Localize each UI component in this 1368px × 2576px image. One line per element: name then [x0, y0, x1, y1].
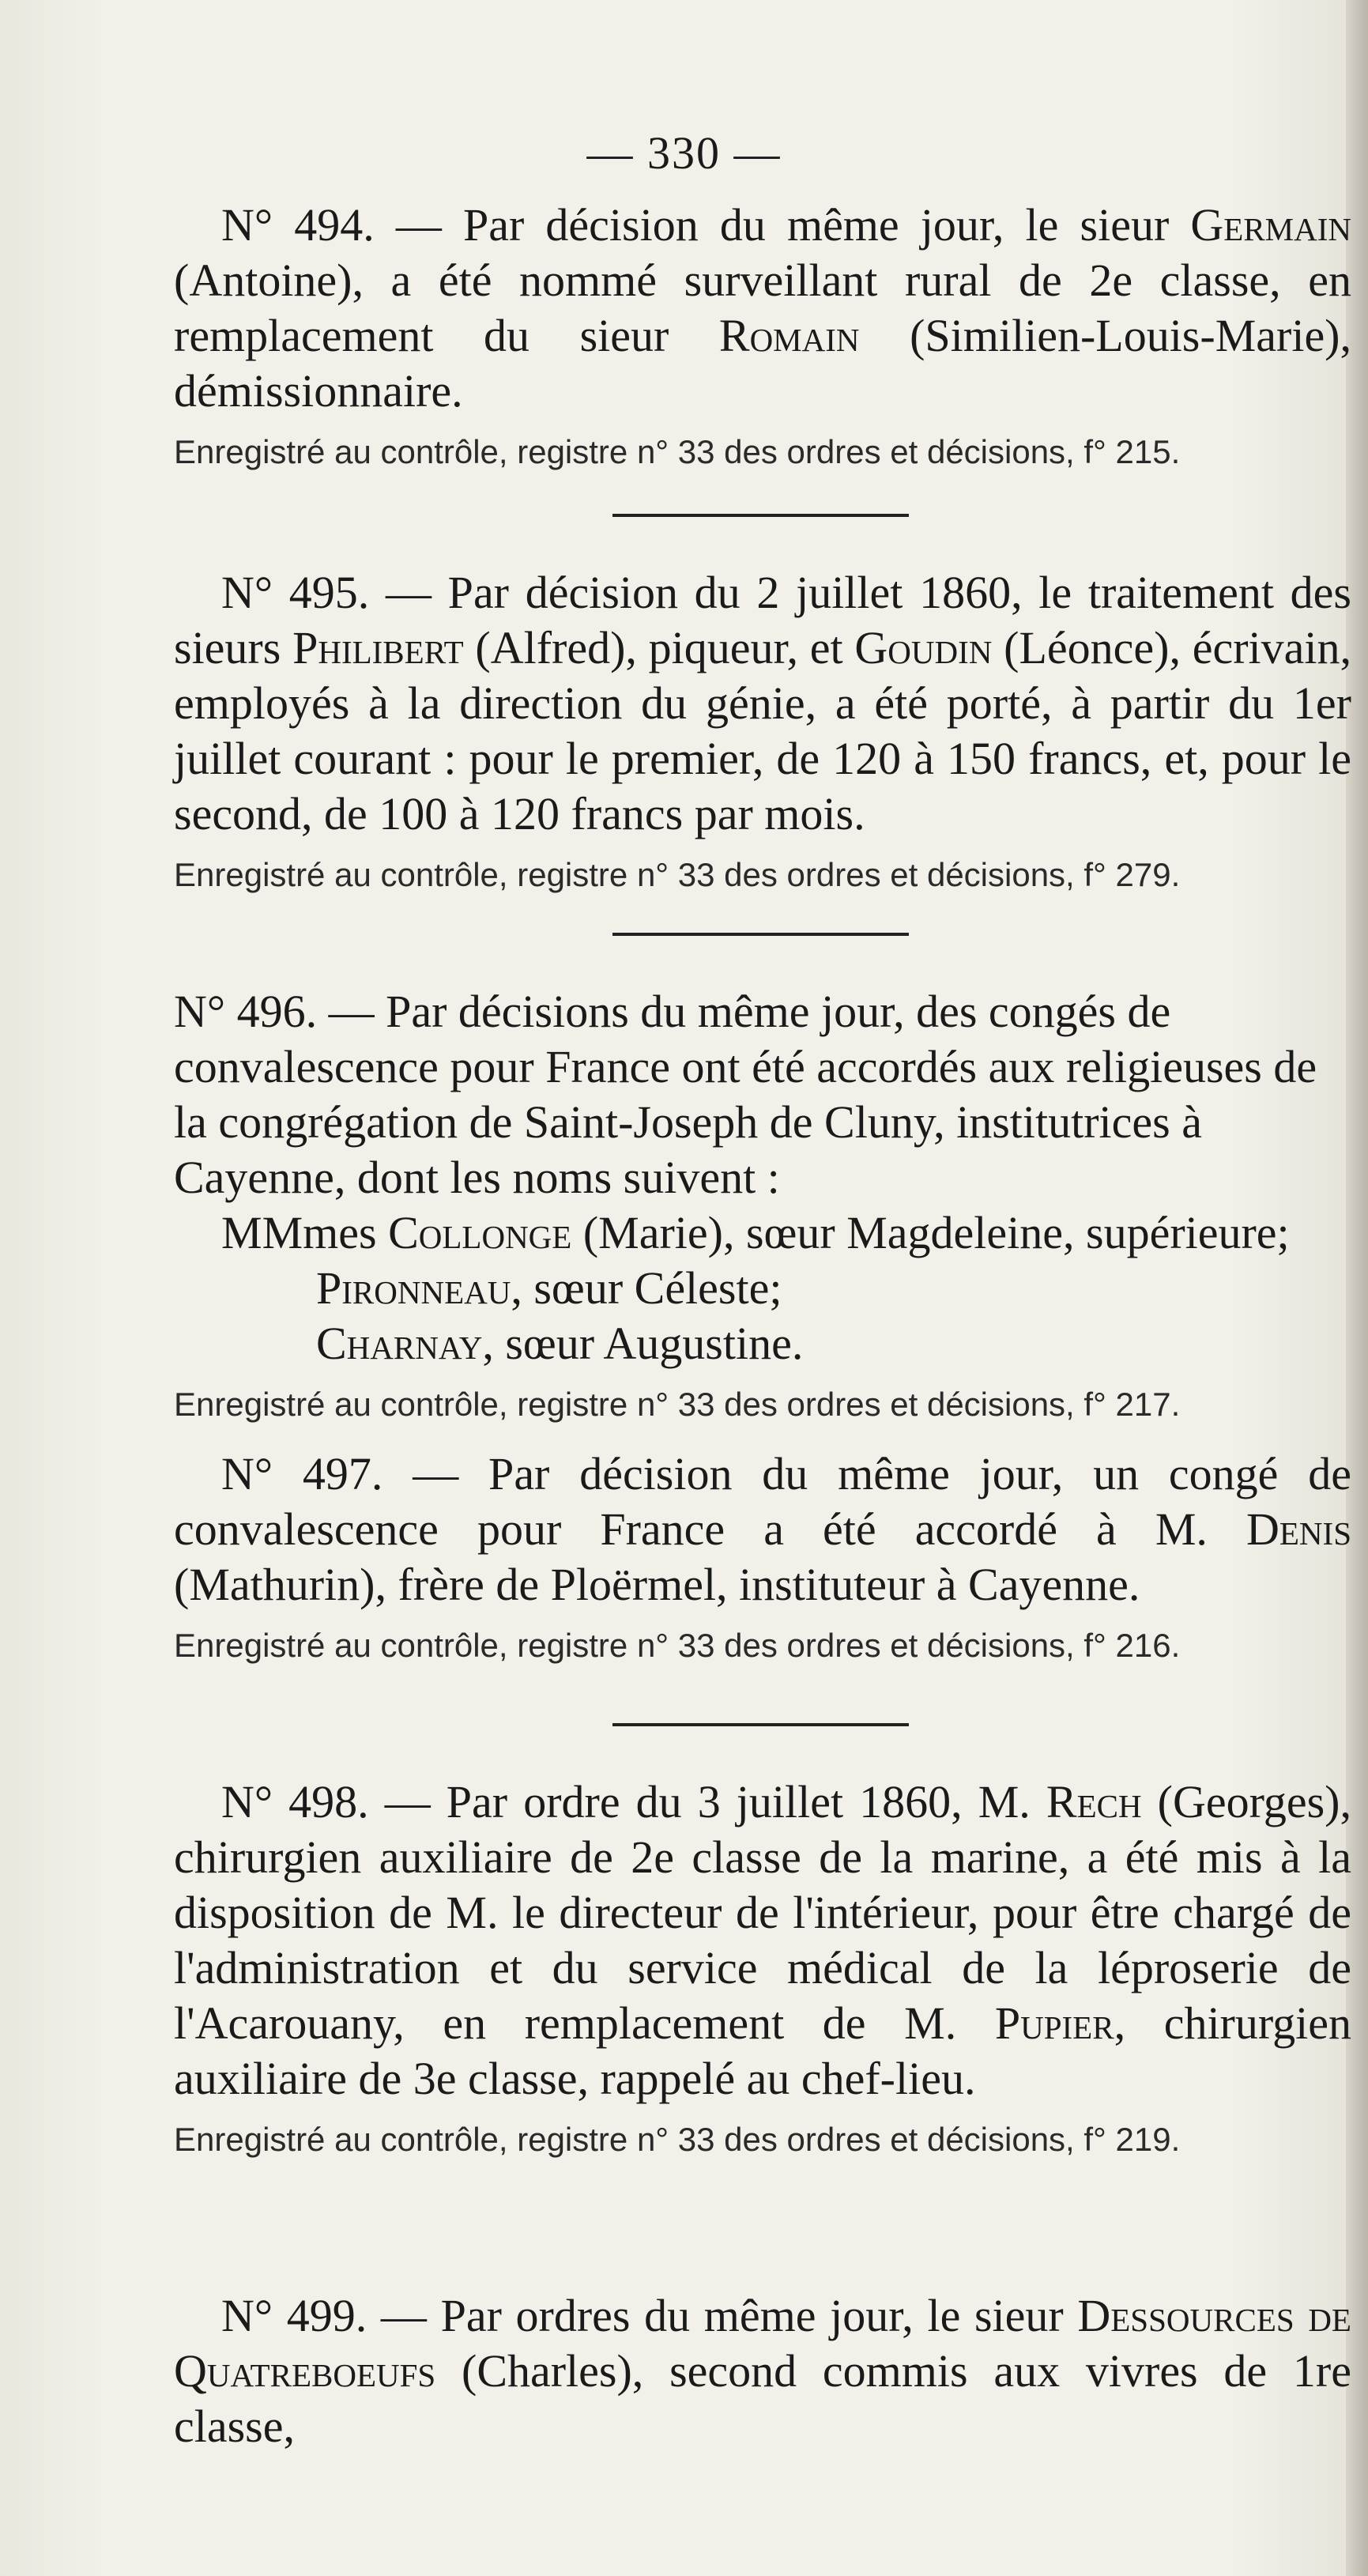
person-name: Denis: [1246, 1503, 1351, 1555]
entry-text-part: — Par décision du 2 juillet 1860, le traitement des sieurs: [174, 567, 1351, 673]
entry-494: [174, 198, 1351, 474]
entry-text-part: (Alfred), piqueur, et: [463, 622, 855, 673]
registration-note: Enregistré au contrôle, registre n° 33 des ordres et décisions, f° 279.: [174, 856, 1181, 893]
person-name: Pupier: [994, 1997, 1114, 2049]
names-list-item: [174, 1316, 1351, 1371]
entry-number: N° 497.: [221, 1448, 383, 1499]
person-name: Dessources de Quatreboeufs: [174, 2290, 1351, 2397]
entry-text-part: — Par décisions du même jour, des congés de convalescence pour France ont été accordés aux religieuses de la congrégation de Saint-Joseph de Cluny, institutrices à Cayenne, dont les noms suivent :: [174, 986, 1317, 1203]
person-name: Rech: [1046, 1776, 1142, 1827]
page-number: — 330 —: [586, 127, 782, 179]
person-name: Germain: [1190, 199, 1351, 251]
entry-text-part: — Par ordres du même jour, le sieur: [367, 2290, 1078, 2341]
names-prefix: MMmes: [221, 1207, 377, 1258]
entry-text-part: (Charles), second commis aux vivres de 1re classe,: [174, 2345, 1351, 2452]
person-name: Goudin: [854, 622, 993, 673]
entry-499: [174, 2288, 1351, 2454]
separator-rule: [612, 933, 909, 936]
person-name: Charnay: [316, 1318, 483, 1369]
entry-497: [174, 1446, 1351, 1668]
entry-text-part: (Antoine), a été nommé surveillant rural de 2e classe, en remplacement du sieur: [174, 255, 1351, 361]
registration-note: Enregistré au contrôle, registre n° 33 des ordres et décisions, f° 216.: [174, 1627, 1181, 1664]
entry-496-text: N° 496.: [174, 986, 318, 1037]
entry-496: [174, 984, 1351, 1427]
entry-text-part: (Marie), sœur Magdeleine, supérieure;: [571, 1207, 1290, 1258]
entry-text-part: (Georges), chirurgien auxiliaire de 2e classe de la marine, a été mis à la disposition de M. le directeur de l'intérieur, pour être chargé de l'administration et du service médical de la léproserie de l'Acarouany, en remplacement de M.: [174, 1776, 1351, 2049]
registration-note: Enregistré au contrôle, registre n° 33 des ordres et décisions, f° 217.: [174, 1386, 1181, 1423]
entry-text-part: , chirurgien auxiliaire de 3e classe, rappelé au chef-lieu.: [174, 1997, 1351, 2104]
entry-495: [174, 565, 1351, 897]
entry-text-part: — Par décision du même jour, le sieur: [374, 199, 1191, 251]
entry-text-part: (Similien-Louis-Marie), démissionnaire.: [174, 310, 1351, 417]
entry-text-part: , sœur Céleste;: [511, 1262, 782, 1314]
entry-text-part: (Léonce), écrivain, employés à la direction du génie, a été porté, à partir du 1er juillet courant : pour le premier, de 120 à 150 francs, et, pour le second, de 100 à 120 francs par mois.: [174, 622, 1351, 839]
person-name: Pironneau: [316, 1262, 511, 1314]
person-name: Collonge: [388, 1207, 572, 1258]
separator-rule: [612, 514, 909, 517]
entry-number: N° 494.: [221, 199, 375, 251]
entry-495-text: [174, 565, 1351, 842]
entry-494-text: [174, 198, 1351, 419]
entry-text-part: , sœur Augustine.: [482, 1318, 804, 1369]
entry-498: [174, 1775, 1351, 2162]
entry-text-part: (Mathurin), frère de Ploërmel, instituteur à Cayenne.: [174, 1559, 1140, 1610]
separator-rule: [612, 1723, 909, 1726]
person-name: Romain: [718, 310, 860, 361]
names-list-item: [174, 1261, 1351, 1316]
names-list: [174, 1205, 1351, 1371]
entry-497-text: [174, 1446, 1351, 1612]
registration-note: Enregistré au contrôle, registre n° 33 des ordres et décisions, f° 219.: [174, 2121, 1181, 2158]
person-name: Philibert: [292, 622, 464, 673]
entry-number: N° 495.: [221, 567, 370, 618]
entry-499-text: [174, 2288, 1351, 2454]
entry-text-part: — Par ordre du 3 juillet 1860, M.: [368, 1776, 1046, 1827]
entry-498-text: [174, 1775, 1351, 2106]
entry-text-part: — Par décision du même jour, un congé de convalescence pour France a été accordé à M.: [174, 1448, 1351, 1555]
entry-number: N° 498.: [221, 1776, 369, 1827]
entry-number: N° 499.: [221, 2290, 367, 2341]
registration-note: Enregistré au contrôle, registre n° 33 des ordres et décisions, f° 215.: [174, 433, 1181, 470]
names-list-item: [174, 1205, 1351, 1261]
